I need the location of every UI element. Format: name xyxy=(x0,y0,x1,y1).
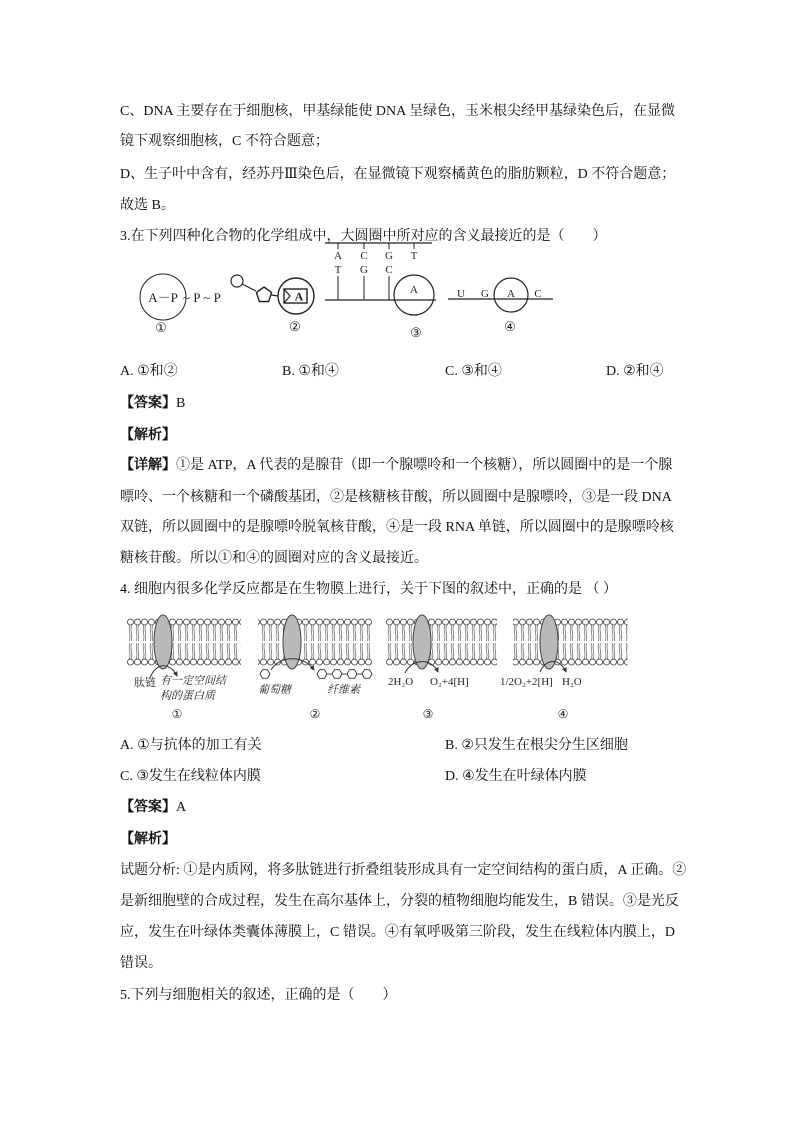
q3-answer-value: B xyxy=(176,396,186,411)
q4-cellulose-chain xyxy=(317,670,372,679)
q3-fig3-base: G xyxy=(360,264,368,276)
q4-membrane-4-outer-leaflet xyxy=(513,618,628,642)
q4-cellulose-hexagon xyxy=(347,670,357,679)
q5-stem: 5.下列与细胞相关的叙述，正确的是（ ） xyxy=(120,988,397,1003)
q4-membrane-2 xyxy=(258,615,372,721)
q4-membrane-1-outer-leaflet xyxy=(127,618,241,642)
q4-d2-input: 葡萄糖 xyxy=(258,684,291,696)
q3-answer-label: 【答案】 xyxy=(120,396,176,411)
q3-fig4-label: ④ xyxy=(504,319,516,334)
q4-membrane-4-inner-leaflet xyxy=(513,642,628,666)
q3-option-b: B. ①和④ xyxy=(282,364,339,379)
q3-detail-line xyxy=(120,456,672,476)
q4-d4-input: 1/2O₂+2[H] xyxy=(500,676,553,688)
q4-membrane-1-inner-leaflet xyxy=(127,642,241,666)
q3-option-d: D. ②和④ xyxy=(606,364,664,379)
q3-stem: 3.在下列四种化合物的化学组成中，大圆圈中所对应的含义最接近的是（ ） xyxy=(120,229,607,244)
q4-cellulose-hexagon xyxy=(362,670,372,679)
q4-d4-output: H₂O xyxy=(562,676,582,688)
q3-fig4-base: C xyxy=(534,288,542,300)
q3-fig3-base: C xyxy=(385,264,393,276)
q3-fig4-base: G xyxy=(481,288,489,300)
q3-fig2-base-text: A xyxy=(294,289,304,304)
q4-membrane-3-inner-leaflet xyxy=(386,642,497,666)
q3-fig2-bond xyxy=(242,284,256,291)
q4-stem: 4. 细胞内很多化学反应都是在生物膜上进行，关于下图的叙述中，正确的是 （ ） xyxy=(120,582,617,597)
q4-membrane-2-inner-leaflet xyxy=(258,642,372,666)
q4-membrane-4-protein xyxy=(540,615,558,669)
q3-fig2-bond xyxy=(272,295,278,296)
q3-fig1-label: ① xyxy=(155,320,167,335)
q3-fig4-circled-base: A xyxy=(507,288,515,300)
q4-analysis-line: 是新细胞壁的合成过程，发生在高尔基体上，分裂的植物细胞均能发生，B 错误。③是光反 xyxy=(120,894,679,909)
q4-answer-label: 【答案】 xyxy=(120,800,176,815)
q4-option-b: B. ②只发生在根尖分生区细胞 xyxy=(445,738,628,753)
q4-analysis-heading: 【解析】 xyxy=(120,832,176,847)
q4-membrane-4 xyxy=(500,615,628,721)
q4-answer xyxy=(120,798,186,818)
q4-membrane-2-protein xyxy=(283,615,301,669)
q3-detail-line: 双链，所以圆圈中的是腺嘌呤脱氧核苷酸，④是一段 RNA 单链，所以圆圈中的是腺嘌呤核 xyxy=(120,520,674,535)
q3-detail-line: 嘌呤、一个核糖和一个磷酸基团，②是核糖核苷酸，所以圆圈中是腺嘌呤，③是一段 DNA xyxy=(120,490,672,505)
q3-fig3-base: T xyxy=(410,250,418,262)
q4-d3-input: 2H₂O xyxy=(388,676,414,688)
q3-fig4-base: U xyxy=(457,288,465,300)
q3-fig1-tail-text: ~ P ~ P xyxy=(183,290,221,305)
q4-membrane-3-protein xyxy=(413,615,431,669)
q4-answer-value: A xyxy=(176,800,187,815)
q3-fig3-base: C xyxy=(360,250,368,262)
q3-option-c: C. ③和④ xyxy=(445,364,502,379)
prev-explanation-line: C、DNA 主要存在于细胞核，甲基绿能使 DNA 呈绿色，玉米根尖经甲基绿染色后，在显微 xyxy=(120,104,675,119)
q4-d2-output: 纤维素 xyxy=(327,684,360,696)
prev-explanation-line: 镜下观察细胞核，C 不符合题意； xyxy=(120,134,329,149)
q4-glucose-hexagon xyxy=(260,670,270,679)
q4-option-c: C. ③发生在线粒体内膜 xyxy=(120,769,261,784)
q3-fig2-base-notch xyxy=(284,289,290,303)
q4-analysis-line: 应，发生在叶绿体类囊体薄膜上，C 错误。④有氧呼吸第三阶段，发生在线粒体内膜上，D xyxy=(120,925,675,940)
q4-d3-output: O₂+4[H] xyxy=(430,676,469,688)
q4-option-a: A. ①与抗体的加工有关 xyxy=(120,738,262,753)
q4-cellulose-hexagon xyxy=(317,670,327,679)
q4-membrane-1 xyxy=(127,615,241,721)
q3-fig3-base: G xyxy=(385,250,393,262)
q4-membrane-3-outer-leaflet xyxy=(386,618,497,642)
q3-fig4-rna xyxy=(448,278,553,334)
q3-detail-label: 【详解】 xyxy=(120,458,176,473)
q3-fig3-dna xyxy=(325,243,436,340)
q4-d4-label: ④ xyxy=(557,707,569,721)
q4-membrane-1-protein xyxy=(154,615,172,669)
q3-fig2-sugar xyxy=(256,287,271,302)
prev-explanation-line: D、生子叶中含有，经苏丹Ⅲ染色后，在显微镜下观察橘黄色的脂肪颗粒，D 不符合题意； xyxy=(120,167,676,182)
q4-analysis-line: 错误。 xyxy=(120,956,162,971)
q3-option-a: A. ①和② xyxy=(120,364,178,379)
q4-d1-input: 肽链 xyxy=(134,677,156,689)
q3-fig2-label: ② xyxy=(289,319,301,334)
q4-d1-output-line1: 有一定空间结 xyxy=(160,675,226,687)
q4-cellulose-hexagon xyxy=(332,670,342,679)
q3-fig1-circled-text: A－P xyxy=(148,290,178,305)
q4-membrane-3 xyxy=(386,615,497,721)
q3-fig3-circled-base: A xyxy=(410,284,418,296)
q3-compounds-figure xyxy=(125,238,595,340)
q3-detail-text: ①是 ATP，A 代表的是腺苷（即一个腺嘌呤和一个核糖），所以圆圈中的是一个腺 xyxy=(176,458,673,473)
q4-option-d: D. ④发生在叶绿体内膜 xyxy=(445,769,587,784)
q3-answer xyxy=(120,394,185,414)
q4-d1-output-line2: 构的蛋白质 xyxy=(160,690,215,702)
q3-fig1-atp xyxy=(140,274,221,335)
q4-membrane-2-outer-leaflet xyxy=(258,618,372,642)
q3-detail-line: 糖核苷酸。所以①和④的圆圈对应的含义最接近。 xyxy=(120,551,428,566)
q4-d1-label: ① xyxy=(171,707,183,721)
q3-analysis-heading: 【解析】 xyxy=(120,428,176,443)
q4-d3-label: ③ xyxy=(422,707,434,721)
q3-fig2-phosphate xyxy=(231,275,243,287)
q3-fig3-label: ③ xyxy=(410,325,422,340)
q3-fig3-base: A xyxy=(334,250,342,262)
prev-conclusion: 故选 B。 xyxy=(120,198,175,213)
q4-membrane-figure xyxy=(120,612,640,724)
q3-fig3-base: T xyxy=(334,264,342,276)
q4-analysis-line: 试题分析: ①是内质网，将多肽链进行折叠组装形成具有一定空间结构的蛋白质，A 正确。② xyxy=(120,863,687,878)
q3-fig2-nucleotide xyxy=(231,275,314,334)
q4-d2-label: ② xyxy=(309,707,321,721)
